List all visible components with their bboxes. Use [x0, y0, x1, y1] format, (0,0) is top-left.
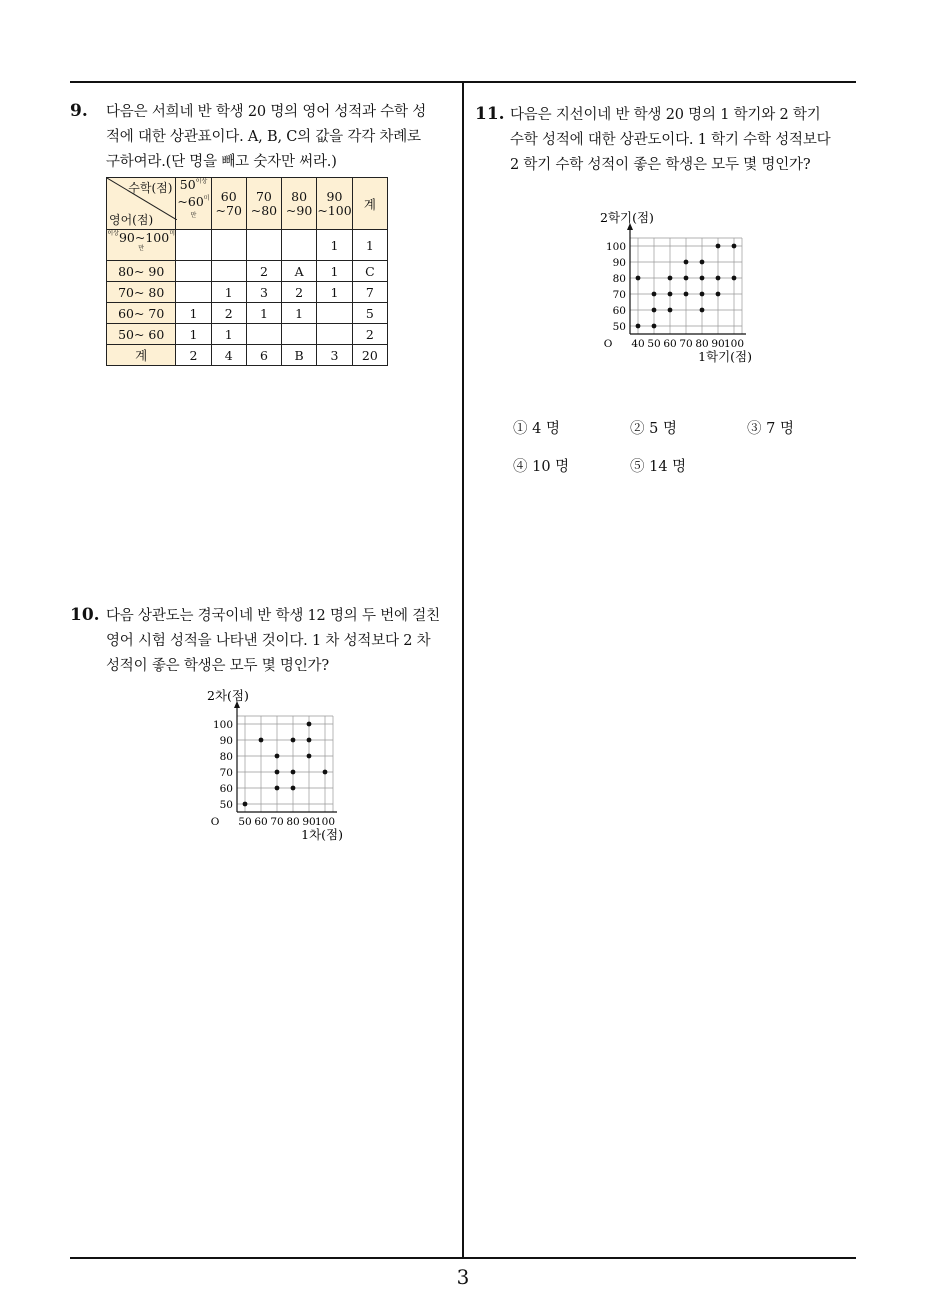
row-total: 5: [352, 303, 387, 324]
table-cell: [176, 230, 211, 261]
data-point: [716, 292, 721, 297]
x-tick-label: 90: [711, 338, 725, 350]
data-point: [307, 738, 312, 743]
row-header: [107, 230, 176, 261]
x-tick-label: 70: [679, 338, 693, 350]
choice-3[interactable]: ③ 7 명: [747, 421, 794, 437]
table-cell: [282, 230, 317, 261]
data-point: [275, 786, 280, 791]
x-tick-label: 60: [663, 338, 677, 350]
choice-4[interactable]: ④ 10 명: [513, 459, 570, 475]
table-cell: 1: [211, 324, 246, 345]
data-point: [291, 770, 296, 775]
col-header-bottom: ~90: [285, 202, 313, 218]
table-cell: 6: [246, 345, 281, 366]
data-point: [732, 276, 737, 281]
table-cell: 4: [211, 345, 246, 366]
total-header: 계: [352, 178, 387, 230]
choice-1[interactable]: ① 4 명: [513, 421, 560, 437]
y-tick-label: 60: [219, 783, 233, 795]
q10-line: 영어 시험 성적을 나타낸 것이다. 1 차 성적보다 2 차: [106, 633, 431, 649]
y-tick-label: 90: [219, 735, 233, 747]
data-point: [684, 260, 689, 265]
grand-total: 20: [352, 345, 387, 366]
data-point: [668, 292, 673, 297]
col-header-bottom: ~70: [215, 202, 242, 218]
table-corner-header: [107, 178, 176, 230]
y-tick-label: 100: [605, 241, 626, 253]
page-number: 3: [456, 1265, 470, 1289]
x-axis-label: 1학기(점): [698, 349, 752, 364]
y-axis-label: 2학기(점): [600, 210, 654, 225]
y-tick-label: 50: [612, 321, 626, 333]
data-point: [700, 292, 705, 297]
corner-top-label: 수학(점): [128, 181, 173, 195]
q11-line: 수학 성적에 대한 상관도이다. 1 학기 수학 성적보다: [510, 132, 831, 148]
q10-line: 다음 상관도는 경국이네 반 학생 12 명의 두 번에 걸친: [106, 608, 440, 624]
q10-number: 10.: [70, 605, 100, 625]
x-tick-label: 80: [286, 816, 300, 828]
x-tick-label: 80: [695, 338, 709, 350]
x-tick-label: 90: [302, 816, 316, 828]
col-header: [246, 178, 281, 230]
y-tick-label: 70: [219, 767, 233, 779]
col-header-top: 70: [255, 188, 272, 204]
table-cell: 3: [246, 282, 281, 303]
x-tick-label: 40: [631, 338, 645, 350]
table-cell: [282, 324, 317, 345]
col-header-bottom: ~80: [250, 202, 278, 218]
q11-text: [510, 103, 830, 178]
data-point: [700, 308, 705, 313]
q10-scatter-chart: [195, 684, 375, 854]
row-header-label: 90~100: [118, 230, 170, 245]
col-header-top: 90: [326, 188, 343, 204]
col-header: [317, 178, 353, 230]
table-cell: [211, 230, 246, 261]
col-header-sup: 미만: [190, 195, 210, 219]
data-point: [275, 770, 280, 775]
q11-scatter-chart: [590, 206, 790, 376]
table-cell: 2: [176, 345, 211, 366]
data-point: [652, 292, 657, 297]
table-cell: B: [282, 345, 317, 366]
q11-line: 다음은 지선이네 반 학생 20 명의 1 학기와 2 학기: [510, 107, 821, 123]
table-cell: 1: [246, 303, 281, 324]
row-total: 2: [352, 324, 387, 345]
row-total: 7: [352, 282, 387, 303]
data-point: [684, 292, 689, 297]
origin-label: O: [210, 816, 220, 828]
x-tick-label: 50: [647, 338, 661, 350]
y-tick-label: 80: [612, 273, 626, 285]
col-header-bottom: ~60: [177, 194, 204, 209]
data-point: [652, 308, 657, 313]
y-tick-label: 70: [612, 289, 626, 301]
data-point: [732, 244, 737, 249]
table-cell: 2: [282, 282, 317, 303]
row-total: 1: [352, 230, 387, 261]
table-cell: [176, 261, 211, 282]
table-cell: 1: [176, 324, 211, 345]
data-point: [291, 786, 296, 791]
data-point: [636, 324, 641, 329]
y-tick-label: 60: [612, 305, 626, 317]
col-header: [176, 178, 211, 230]
table-cell: [317, 324, 353, 345]
y-tick-label: 80: [219, 751, 233, 763]
data-point: [307, 754, 312, 759]
row-header: 60~ 70: [107, 303, 176, 324]
data-point: [700, 260, 705, 265]
correlation-table: [106, 177, 388, 366]
table-cell: 1: [176, 303, 211, 324]
row-header: 50~ 60: [107, 324, 176, 345]
q11-number: 11.: [475, 104, 505, 124]
col-header-top: 60: [220, 188, 237, 204]
table-cell: 2: [211, 303, 246, 324]
data-point: [291, 738, 296, 743]
data-point: [243, 802, 248, 807]
table-cell: 1: [317, 282, 353, 303]
y-tick-label: 50: [219, 799, 233, 811]
data-point: [307, 722, 312, 727]
table-cell: A: [282, 261, 317, 282]
data-point: [684, 276, 689, 281]
x-axis-label: 1차(점): [301, 827, 343, 842]
table-cell: 1: [317, 261, 353, 282]
data-point: [700, 276, 705, 281]
row-header: 70~ 80: [107, 282, 176, 303]
data-point: [668, 276, 673, 281]
q10-line: 성적이 좋은 학생은 모두 몇 명인가?: [106, 658, 329, 674]
col-header-sup: 이상: [195, 178, 208, 185]
col-header-top: 50: [179, 177, 196, 192]
row-total: C: [352, 261, 387, 282]
table-cell: [176, 282, 211, 303]
total-row-header: 계: [107, 345, 176, 366]
row-header-sup: 미만: [138, 230, 176, 252]
data-point: [652, 324, 657, 329]
table-cell: [317, 303, 353, 324]
q9-line: 구하여라.(단 명을 빼고 숫자만 써라.): [106, 154, 337, 170]
q9-number: 9.: [70, 101, 88, 121]
data-point: [275, 754, 280, 759]
q11-line: 2 학기 수학 성적이 좋은 학생은 모두 몇 명인가?: [510, 157, 811, 173]
x-tick-label: 50: [238, 816, 252, 828]
table-cell: [246, 324, 281, 345]
x-tick-label: 100: [314, 816, 336, 828]
q9-line: 다음은 서희네 반 학생 20 명의 영어 성적과 수학 성: [106, 104, 427, 120]
table-cell: 1: [282, 303, 317, 324]
column-divider: [462, 82, 464, 1259]
col-header-top: 80: [291, 188, 308, 204]
x-tick-label: 70: [270, 816, 284, 828]
data-point: [716, 244, 721, 249]
data-point: [323, 770, 328, 775]
y-tick-label: 100: [212, 719, 233, 731]
table-cell: [246, 230, 281, 261]
table-cell: 3: [317, 345, 353, 366]
data-point: [668, 308, 673, 313]
x-tick-label: 100: [723, 338, 745, 350]
x-tick-label: 60: [254, 816, 268, 828]
choice-2[interactable]: ② 5 명: [630, 421, 677, 437]
data-point: [259, 738, 264, 743]
table-cell: 1: [317, 230, 353, 261]
col-header: [282, 178, 317, 230]
choice-5[interactable]: ⑤ 14 명: [630, 459, 687, 475]
data-point: [636, 276, 641, 281]
table-cell: 1: [211, 282, 246, 303]
col-header-bottom: ~100: [317, 202, 352, 218]
bottom-rule: [70, 1257, 856, 1259]
row-header: 80~ 90: [107, 261, 176, 282]
y-axis-label: 2차(점): [207, 688, 249, 703]
table-cell: 2: [246, 261, 281, 282]
q10-text: [106, 604, 440, 679]
y-tick-label: 90: [612, 257, 626, 269]
q9-line: 적에 대한 상관표이다. A, B, C의 값을 각각 차례로: [106, 129, 421, 145]
q9-text: [106, 100, 426, 175]
table-cell: [211, 261, 246, 282]
corner-bottom-label: 영어(점): [109, 213, 154, 227]
data-point: [716, 276, 721, 281]
row-header-sup: 이상: [107, 230, 119, 237]
origin-label: O: [603, 338, 613, 350]
col-header: [211, 178, 246, 230]
